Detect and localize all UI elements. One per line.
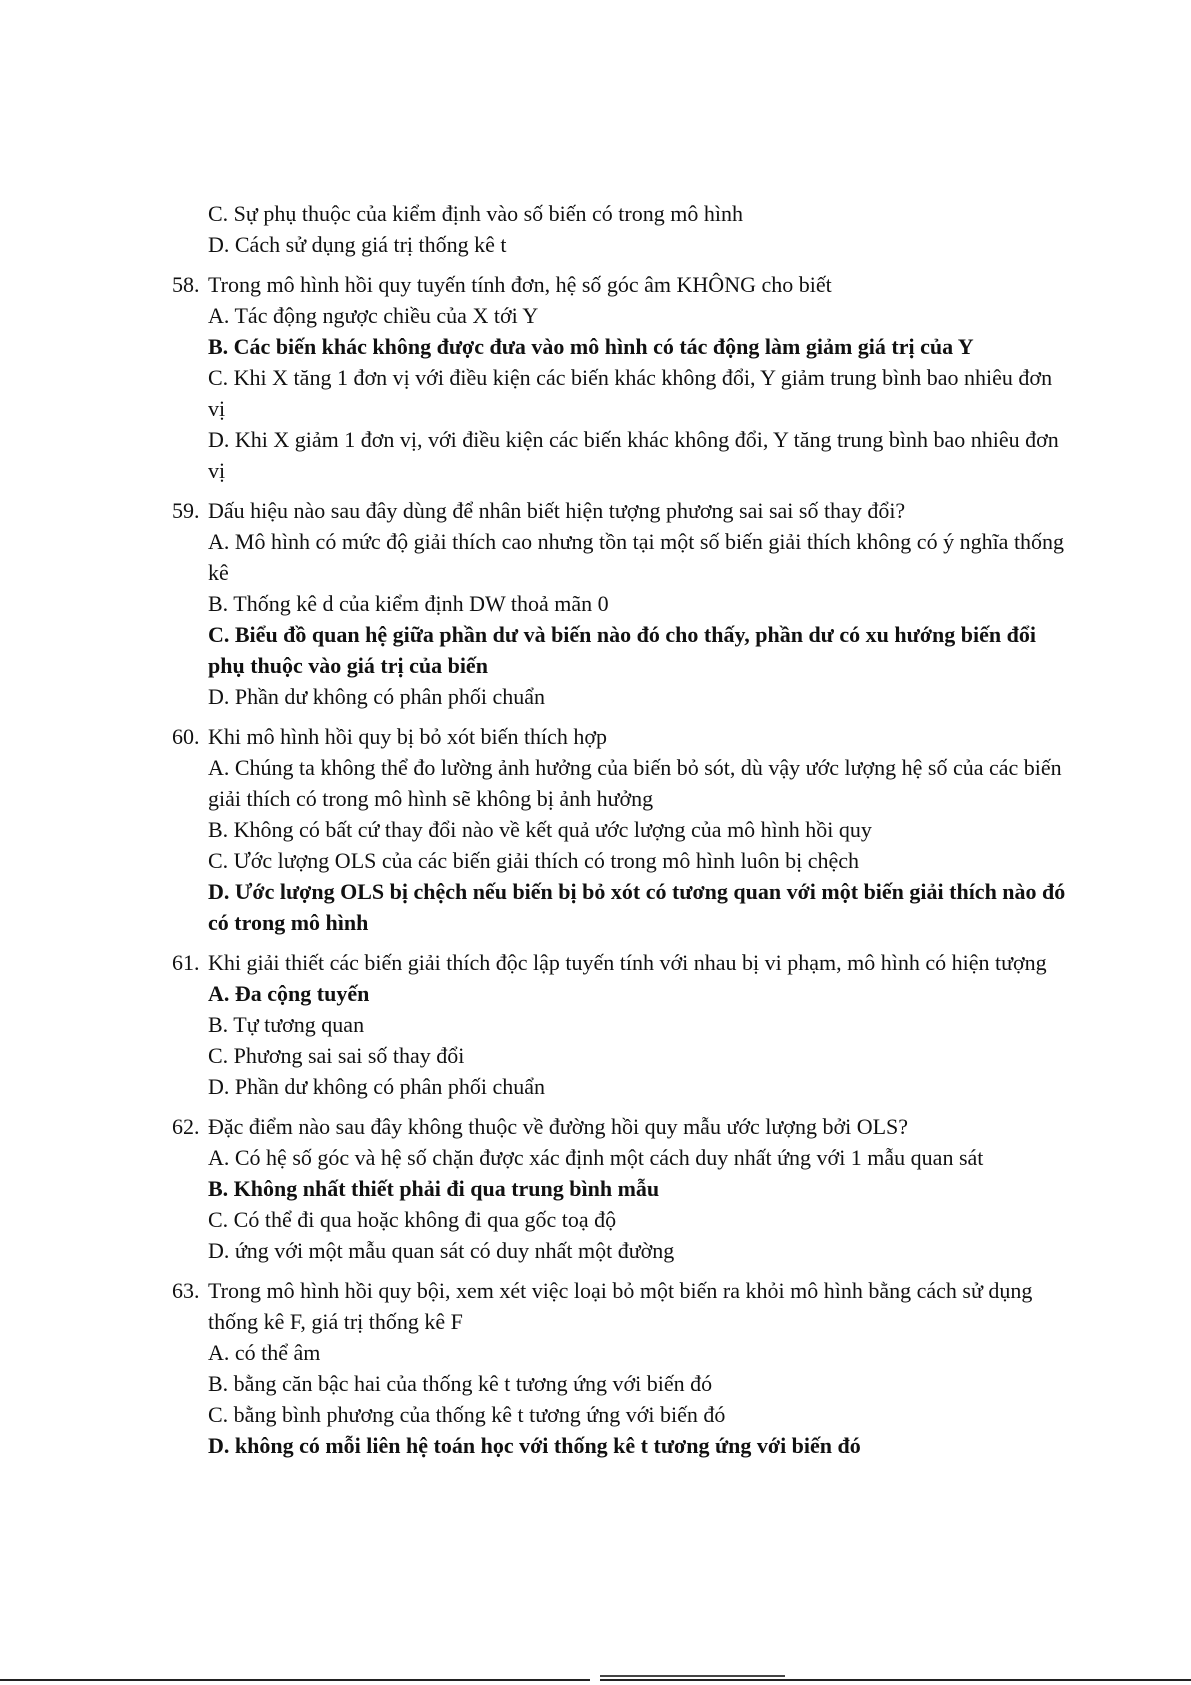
option-a: A. Tác động ngược chiều của X tới Y — [208, 303, 539, 328]
option-b: B. Không có bất cứ thay đổi nào về kết quả ước lượng của mô hình hồi quy — [208, 817, 872, 842]
option-list — [172, 300, 1072, 486]
option-c: C. Khi X tăng 1 đơn vị với điều kiện các biến khác không đổi, Y giảm trung bình bao nhiêu đơn vị — [208, 365, 1053, 421]
option-d-correct: D. Ước lượng OLS bị chệch nếu biến bị bỏ xót có tương quan với một biến giải thích nào đó có trong mô hình — [208, 879, 1066, 935]
question-63 — [172, 1275, 1072, 1461]
question-text: Đặc điểm nào sau đây không thuộc về đường hồi quy mẫu ước lượng bởi OLS? — [208, 1114, 909, 1139]
option-c: C. Phương sai sai số thay đổi — [208, 1043, 465, 1068]
question-60 — [172, 721, 1072, 938]
question-stem — [172, 1275, 1072, 1337]
option-c: C. Sự phụ thuộc của kiểm định vào số biến có trong mô hình — [208, 201, 743, 226]
question-number: 62. — [172, 1114, 200, 1139]
option-d-correct: D. không có mỗi liên hệ toán học với thống kê t tương ứng với biến đó — [208, 1433, 861, 1458]
option-b-correct: B. Không nhất thiết phải đi qua trung bình mẫu — [208, 1176, 660, 1201]
question-text: Khi giải thiết các biến giải thích độc lập tuyến tính với nhau bị vi phạm, mô hình có hiện tượng — [208, 950, 1047, 975]
question-stem — [172, 495, 1072, 526]
option-list — [172, 978, 1072, 1102]
question-61 — [172, 947, 1072, 1102]
carryover-options — [172, 198, 1072, 260]
option-a: A. Có hệ số góc và hệ số chặn được xác định một cách duy nhất ứng với 1 mẫu quan sát — [208, 1145, 984, 1170]
question-number: 60. — [172, 724, 200, 749]
question-text: Trong mô hình hồi quy bội, xem xét việc loại bỏ một biến ra khỏi mô hình bằng cách sử dụng thống kê F, giá trị thống kê F — [208, 1278, 1033, 1334]
option-d: D. Phần dư không có phân phối chuẩn — [208, 684, 545, 709]
option-a: A. Chúng ta không thể đo lường ảnh hưởng của biến bỏ sót, dù vậy ước lượng hệ số của các biến giải thích có trong mô hình sẽ không bị ảnh hưởng — [208, 755, 1062, 811]
option-list — [172, 1337, 1072, 1461]
option-a-correct: A. Đa cộng tuyến — [208, 981, 370, 1006]
option-d: D. Phần dư không có phân phối chuẩn — [208, 1074, 545, 1099]
question-stem — [172, 1111, 1072, 1142]
footer-divider-gap — [590, 1679, 600, 1681]
option-c: C. Có thể đi qua hoặc không đi qua gốc toạ độ — [208, 1207, 617, 1232]
question-number: 59. — [172, 498, 200, 523]
option-d: D. Cách sử dụng giá trị thống kê t — [208, 232, 507, 257]
option-d: D. ứng với một mẫu quan sát có duy nhất một đường — [208, 1238, 675, 1263]
option-list — [172, 752, 1072, 938]
question-number: 58. — [172, 272, 200, 297]
option-a: A. có thể âm — [208, 1340, 321, 1365]
option-a: A. Mô hình có mức độ giải thích cao nhưng tồn tại một số biến giải thích không có ý nghĩa thống kê — [208, 529, 1065, 585]
option-c: C. Ước lượng OLS của các biến giải thích có trong mô hình luôn bị chệch — [208, 848, 859, 873]
question-text: Khi mô hình hồi quy bị bỏ xót biến thích hợp — [208, 724, 608, 749]
option-b: B. bằng căn bậc hai của thống kê t tương ứng với biến đó — [208, 1371, 713, 1396]
question-62 — [172, 1111, 1072, 1266]
question-number: 61. — [172, 950, 200, 975]
option-list — [172, 1142, 1072, 1266]
footer-divider-accent — [600, 1675, 785, 1677]
question-stem — [172, 721, 1072, 752]
option-b-correct: B. Các biến khác không được đưa vào mô hình có tác động làm giảm giá trị của Y — [208, 334, 974, 359]
option-d: D. Khi X giảm 1 đơn vị, với điều kiện các biến khác không đổi, Y tăng trung bình bao nhiêu đơn vị — [208, 427, 1059, 483]
question-stem — [172, 947, 1072, 978]
question-59 — [172, 495, 1072, 712]
question-58 — [172, 269, 1072, 486]
question-list — [172, 198, 1072, 1470]
question-text: Dấu hiệu nào sau đây dùng để nhân biết hiện tượng phương sai sai số thay đổi? — [208, 498, 906, 523]
option-b: B. Tự tương quan — [208, 1012, 365, 1037]
option-list — [172, 526, 1072, 712]
option-c-correct: C. Biểu đồ quan hệ giữa phần dư và biến nào đó cho thấy, phần dư có xu hướng biến đổi phụ thuộc vào giá trị của biến — [208, 622, 1036, 678]
option-b: B. Thống kê d của kiểm định DW thoả mãn 0 — [208, 591, 609, 616]
question-text: Trong mô hình hồi quy tuyến tính đơn, hệ số góc âm KHÔNG cho biết — [208, 272, 832, 297]
question-stem — [172, 269, 1072, 300]
option-c: C. bằng bình phương của thống kê t tương ứng với biến đó — [208, 1402, 726, 1427]
question-number: 63. — [172, 1278, 200, 1303]
